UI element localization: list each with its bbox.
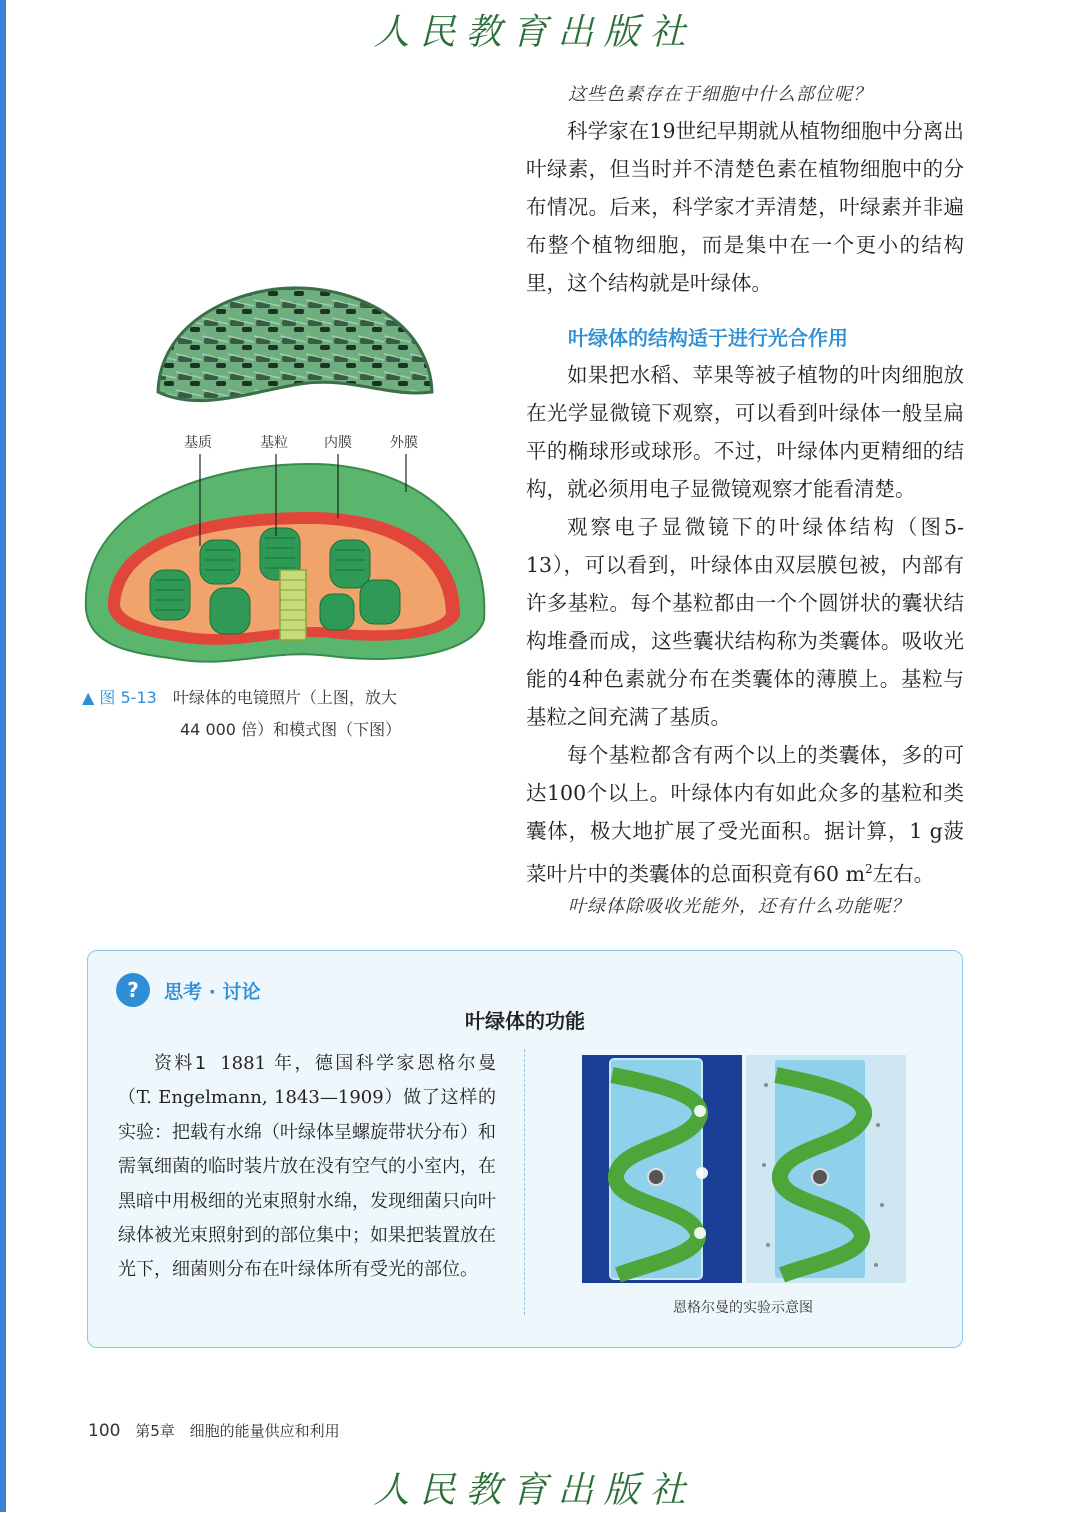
material-1 [118,1047,496,1288]
engelmann-experiment-light-image [746,1055,906,1283]
discussion-box [87,950,963,1348]
figure-label-stroma: 基质 [184,435,212,451]
guiding-question-top: 这些色素存在于细胞中什么部位呢？ [568,84,872,105]
discussion-tag: 思考 · 讨论 [164,981,261,1003]
paragraph-3 [526,508,964,736]
paragraph-1-text: 科学家在19世纪早期就从植物细胞中分离出叶绿素，但当时并不清楚色素在植物细胞中的分布情况。后来，科学家才弄清楚，叶绿素并非遍布整个植物细胞，而是集中在一个更小的结构里，这个结构就是叶绿体。 [526,119,964,295]
guiding-question-bottom: 叶绿体除吸收光能外，还有什么功能呢？ [568,896,910,917]
chapter-number: 第5章 [135,1422,175,1440]
section-heading: 叶绿体的结构适于进行光合作用 [568,326,848,350]
discussion-title: 叶绿体的功能 [465,1009,585,1033]
caption-line-2: 44 000 倍）和模式图（下图） [180,720,402,739]
figure-number: 图 5-13 [99,688,157,707]
paragraph-4-text [526,736,964,893]
publisher-watermark-top: 人民教育出版社 [373,12,696,53]
paragraph-1 [526,112,964,302]
paragraph-4-end: 左右。 [872,861,935,886]
question-bubble-icon: ? [116,973,150,1007]
chloroplast-micrograph-image [150,280,440,420]
chapter-title: 细胞的能量供应和利用 [189,1422,340,1440]
paragraph-4-superscript: 2 [865,862,873,876]
material-label: 资料1 [154,1053,207,1074]
paragraph-3-text: 观察电子显微镜下的叶绿体结构（图5-13），可以看到，叶绿体由双层膜包被，内部有许多基粒。每个基粒都由一个个圆饼状的囊状结构堆叠而成，这些囊状结构称为类囊体。吸收光能的4种色素就分布在类囊体的薄膜上。基粒与基粒之间充满了基质。 [526,515,964,729]
left-edge-rule [0,0,6,1512]
dashed-divider [524,1049,525,1315]
figure-label-outer-membrane: 外膜 [390,435,418,451]
material-text: 1881 年，德国科学家恩格尔曼（T. Engelmann, 1843—1909）做了这样的实验：把载有水绵（叶绿体呈螺旋带状分布）和需氧细菌的临时装片放在没有空气的小室内，在黑暗中用极细的光束照射水绵，发现细菌只向叶绿体被光束照射到的部位集中；如果把装置放在光下，细菌则分布在叶绿体所有受光的部位。 [118,1053,497,1281]
page-footer [88,1420,350,1441]
engelmann-experiment-dark-image [582,1055,742,1283]
caption-line-1: 叶绿体的电镜照片（上图，放大 [172,688,397,707]
page-number: 100 [88,1421,121,1441]
publisher-watermark-bottom: 人民教育出版社 [373,1470,696,1511]
chloroplast-model-diagram [80,420,490,670]
paragraph-4 [526,736,964,893]
paragraph-4-main: 每个基粒都含有两个以上的类囊体，多的可达100个以上。叶绿体内有如此众多的基粒和类囊体，极大地扩展了受光面积。据计算，1 g菠菜叶片中的类囊体的总面积竟有60 m [526,743,964,886]
experiment-image-caption: 恩格尔曼的实验示意图 [673,1300,813,1316]
caption-triangle-icon: ▲ [82,688,95,707]
paragraph-2-text: 如果把水稻、苹果等被子植物的叶肉细胞放在光学显微镜下观察，可以看到叶绿体一般呈扁平的椭球形或球形。不过，叶绿体内更精细的结构，就必须用电子显微镜观察才能看清楚。 [526,363,964,501]
figure-label-inner-membrane: 内膜 [324,435,352,451]
paragraph-2 [526,356,964,508]
figure-label-granum: 基粒 [260,435,288,451]
figure-caption [82,682,502,746]
